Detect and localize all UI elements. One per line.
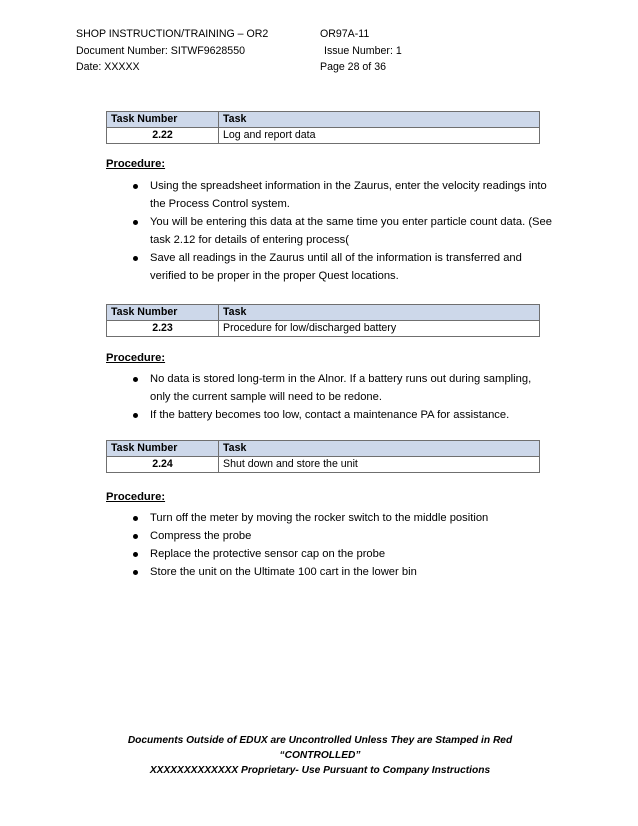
task-number-header: Task Number	[107, 441, 219, 457]
procedure-list-2-24	[133, 509, 553, 581]
task-header: Task	[219, 112, 540, 128]
list-item: No data is stored long-term in the Alnor. If a battery runs out during sampling, only the current sample will need to be redone.	[133, 370, 553, 406]
list-item: Replace the protective sensor cap on the probe	[133, 545, 553, 563]
bullet-icon	[133, 534, 138, 539]
task-header: Task	[219, 441, 540, 457]
task-number-header: Task Number	[107, 305, 219, 321]
header-left	[76, 26, 268, 76]
footer-uncontrolled-notice: Documents Outside of EDUX are Uncontrolled Unless They are Stamped in Red	[127, 735, 513, 746]
task-title: Procedure for low/discharged battery	[219, 321, 540, 337]
header-document-number: Document Number: SITWF9628550	[76, 44, 245, 57]
task-number: 2.23	[107, 321, 219, 337]
list-item: You will be entering this data at the same time you enter particle count data. (See task 2.12 for details of entering process(	[133, 213, 553, 249]
header-right	[320, 26, 402, 76]
list-item: Save all readings in the Zaurus until all of the information is transferred and verified to be proper in the proper Quest locations.	[133, 249, 553, 285]
list-item: Store the unit on the Ultimate 100 cart in the lower bin	[133, 563, 553, 581]
bullet-icon	[133, 184, 138, 189]
procedure-label: Procedure:	[106, 352, 166, 364]
procedure-list-2-22	[133, 177, 553, 285]
footer-proprietary-notice: XXXXXXXXXXXXX Proprietary- Use Pursuant to Company Instructions	[149, 765, 491, 776]
header-title: SHOP INSTRUCTION/TRAINING – OR2	[76, 28, 269, 40]
task-table-2-23	[106, 304, 540, 337]
bullet-icon	[133, 220, 138, 225]
header-doc-code: OR97A-11	[320, 28, 370, 40]
header-date: Date: XXXXX	[76, 61, 140, 73]
procedure-label: Procedure:	[106, 491, 166, 503]
bullet-icon	[133, 516, 138, 521]
bullet-icon	[133, 413, 138, 418]
task-number: 2.22	[107, 128, 219, 144]
task-table-2-22	[106, 111, 540, 144]
procedure-list-2-23	[133, 370, 553, 424]
task-title: Log and report data	[219, 128, 540, 144]
task-number: 2.24	[107, 457, 219, 473]
header-issue-number: Issue Number: 1	[324, 44, 402, 57]
footer-controlled-stamp: “CONTROLLED”	[279, 750, 361, 761]
bullet-icon	[133, 552, 138, 557]
bullet-icon	[133, 377, 138, 382]
header-page-number: Page 28 of 36	[320, 61, 386, 73]
bullet-icon	[133, 570, 138, 575]
procedure-label: Procedure:	[106, 158, 166, 170]
task-table-2-24	[106, 440, 540, 473]
list-item: Compress the probe	[133, 527, 553, 545]
list-item: Turn off the meter by moving the rocker switch to the middle position	[133, 509, 553, 527]
list-item: If the battery becomes too low, contact a maintenance PA for assistance.	[133, 406, 553, 424]
bullet-icon	[133, 256, 138, 261]
list-item: Using the spreadsheet information in the Zaurus, enter the velocity readings into the Process Control system.	[133, 177, 553, 213]
task-title: Shut down and store the unit	[219, 457, 540, 473]
task-number-header: Task Number	[107, 112, 219, 128]
footer	[90, 733, 550, 778]
task-header: Task	[219, 305, 540, 321]
